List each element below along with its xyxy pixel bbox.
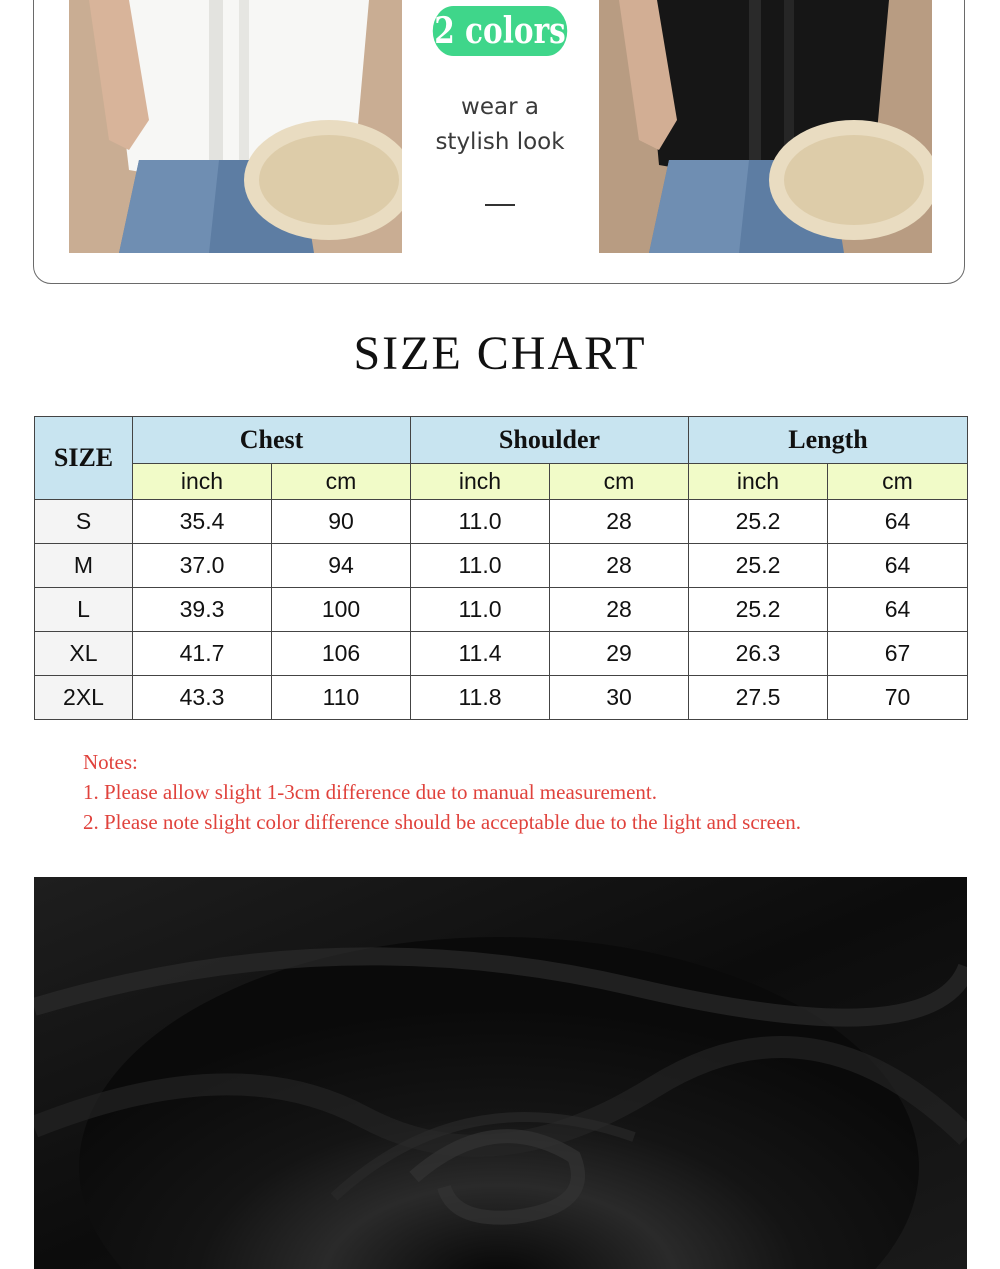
size-header: SIZE	[35, 417, 133, 500]
table-cell: 67	[828, 632, 968, 676]
table-cell: 70	[828, 676, 968, 720]
table-cell: 90	[272, 500, 411, 544]
table-cell: 11.8	[411, 676, 550, 720]
table-cell: 106	[272, 632, 411, 676]
tagline-line-1: wear a	[461, 94, 539, 120]
table-cell: 64	[828, 544, 968, 588]
fabric-texture-illustration	[34, 877, 967, 1269]
size-chart-table	[34, 416, 968, 720]
notes-heading: Notes:	[83, 750, 138, 774]
table-cell: 37.0	[133, 544, 272, 588]
table-cell: 41.7	[133, 632, 272, 676]
size-label: S	[35, 500, 133, 544]
size-label: L	[35, 588, 133, 632]
table-cell: 110	[272, 676, 411, 720]
table-cell: 64	[828, 588, 968, 632]
table-cell: 25.2	[689, 500, 828, 544]
length-header: Length	[689, 417, 968, 464]
table-cell: 64	[828, 500, 968, 544]
table-cell: 25.2	[689, 544, 828, 588]
white-top-illustration	[69, 0, 402, 253]
table-cell: 11.0	[411, 500, 550, 544]
colors-badge: 2 colors	[433, 6, 567, 56]
unit-header: cm	[828, 464, 968, 500]
chest-header: Chest	[133, 417, 411, 464]
unit-header: inch	[133, 464, 272, 500]
size-label: XL	[35, 632, 133, 676]
table-cell: 28	[550, 588, 689, 632]
table-cell: 94	[272, 544, 411, 588]
unit-header: inch	[689, 464, 828, 500]
table-cell: 25.2	[689, 588, 828, 632]
table-cell: 26.3	[689, 632, 828, 676]
size-chart-title: SIZE CHART	[353, 327, 647, 380]
shoulder-header: Shoulder	[411, 417, 689, 464]
unit-header: inch	[411, 464, 550, 500]
table-row	[35, 588, 968, 632]
table-cell: 28	[550, 500, 689, 544]
table-cell: 11.0	[411, 544, 550, 588]
table-cell: 39.3	[133, 588, 272, 632]
unit-header: cm	[272, 464, 411, 500]
divider-dash	[485, 204, 515, 206]
white-top-product-photo	[69, 0, 402, 253]
table-row	[35, 544, 968, 588]
table-cell: 35.4	[133, 500, 272, 544]
table-cell: 29	[550, 632, 689, 676]
table-cell: 27.5	[689, 676, 828, 720]
table-row	[35, 632, 968, 676]
black-top-product-photo	[599, 0, 932, 253]
table-cell: 43.3	[133, 676, 272, 720]
size-label: 2XL	[35, 676, 133, 720]
note-line-1: 1. Please allow slight 1-3cm difference due to manual measurement.	[83, 780, 658, 804]
tagline-line-2: stylish look	[435, 129, 565, 155]
black-top-illustration	[599, 0, 932, 253]
table-cell: 100	[272, 588, 411, 632]
table-cell: 28	[550, 544, 689, 588]
notes-section	[83, 747, 801, 837]
fabric-closeup-photo	[34, 877, 967, 1269]
table-cell: 11.4	[411, 632, 550, 676]
table-row	[35, 500, 968, 544]
note-line-2: 2. Please note slight color difference should be acceptable due to the light and screen.	[83, 810, 802, 834]
table-cell: 11.0	[411, 588, 550, 632]
unit-header: cm	[550, 464, 689, 500]
table-cell: 30	[550, 676, 689, 720]
table-row	[35, 676, 968, 720]
size-label: M	[35, 544, 133, 588]
